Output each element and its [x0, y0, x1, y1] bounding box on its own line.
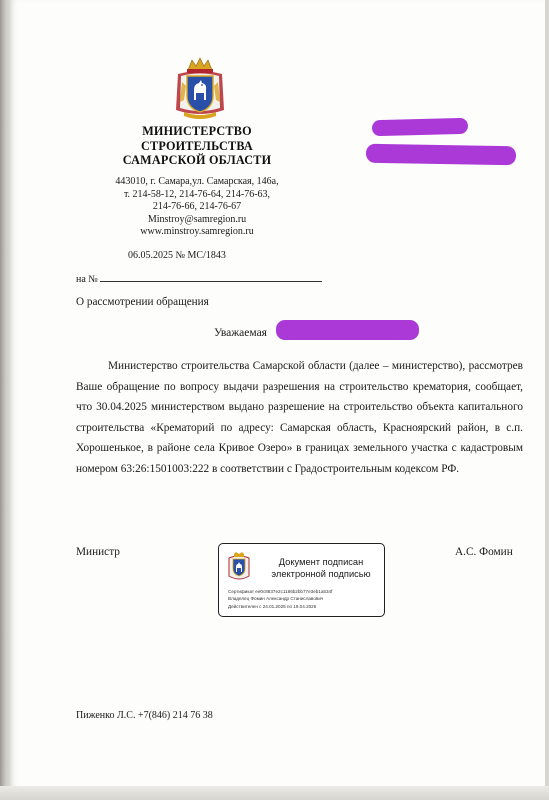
stamp-title-line: электронной подписью: [271, 569, 371, 579]
redaction-mark: [372, 118, 468, 137]
ministry-name: [92, 124, 302, 168]
website-line: www.minstroy.samregion.ru: [140, 226, 254, 238]
letter-body: Министерство строительства Самарской области (далее – министерство), рассмотрев Ваше обращение по вопросу выдачи разрешения на строительство крематория, сообщает, что 30.04.2025 министерством выдано разрешение на строительство объекта капитального строительства «Крематорий по адресу: Самарская область, Красноярский район, в с.п. Хорошенькое, в районе села Кривое Озеро» в границах земельного участка с кадастровым номером 63:26:1501003:222 в соответствии с Градостроительным кодексом РФ.: [76, 360, 523, 475]
address-line: 443010, г. Самара,ул. Самарская, 146а,: [115, 176, 279, 187]
phone-line: т. 214-58-12, 214-76-64, 214-76-63,: [123, 188, 271, 200]
letter-subject: О рассмотрении обращения: [76, 296, 209, 308]
stamp-title: [259, 556, 383, 580]
ministry-name-line: СТРОИТЕЛЬСТВА: [141, 138, 253, 153]
phone-line: 214-76-66, 214-76-67: [152, 201, 242, 213]
stamp-validity: Действителен с 24.01.2025 по 19.04.2026: [228, 603, 317, 609]
stamp-details: [228, 588, 332, 610]
redaction-mark: [276, 320, 419, 340]
signer-title: Министр: [76, 546, 120, 558]
reference-number-field: [76, 272, 322, 285]
signer-name: А.С. Фомин: [455, 546, 513, 558]
photo-bottom-edge: [0, 786, 549, 800]
ministry-address: [92, 176, 302, 239]
executor-contact: Пиженко Л.С. +7(846) 214 76 38: [76, 710, 213, 721]
ministry-name-line: САМАРСКОЙ ОБЛАСТИ: [122, 153, 272, 168]
electronic-signature-stamp: [218, 543, 385, 617]
coat-of-arms-icon: [227, 552, 251, 582]
reference-prefix: на №: [76, 274, 98, 285]
stamp-title-line: Документ подписан: [278, 557, 364, 567]
email-line: Minstroy@samregion.ru: [147, 213, 247, 225]
coat-of-arms-icon: [172, 56, 228, 122]
greeting: Уважаемая: [214, 327, 267, 339]
stamp-owner: Владелец Фомин Александр Станиславович: [228, 596, 324, 602]
stamp-certificate: Сертификат ee0c8837e2c1186b2bb77e3eb1a534f: [228, 589, 333, 594]
reference-blank-line: [100, 272, 322, 282]
ministry-name-line: МИНИСТЕРСТВО: [142, 124, 252, 138]
redaction-mark: [366, 144, 516, 166]
document-date-number: 06.05.2025 № МС/1843: [128, 250, 226, 261]
